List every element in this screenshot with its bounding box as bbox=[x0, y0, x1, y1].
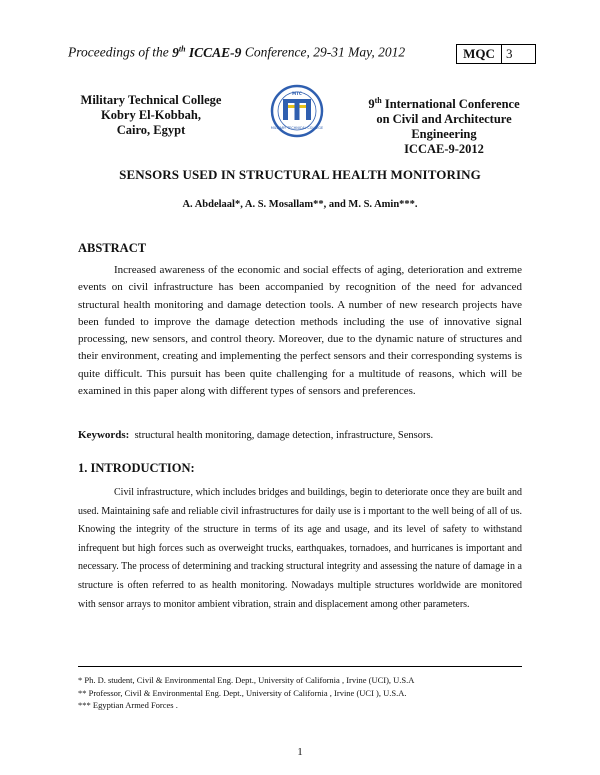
conference-num: 9 bbox=[368, 97, 375, 112]
keywords-text: structural health monitoring, damage detection, infrastructure, Sensors. bbox=[129, 430, 434, 441]
paper-title: SENSORS USED IN STRUCTURAL HEALTH MONITORING bbox=[119, 167, 481, 182]
abstract-heading: ABSTRACT bbox=[78, 241, 147, 255]
conference-line3: Engineering bbox=[411, 127, 477, 142]
intro-text: Civil infrastructure, which includes bridges and buildings, begin to deteriorate once they are built and used. Maintaining safe and reliable civil infrastructures for daily use is i mportant to the well being of all of us. Knowing the integrity of the structure in terms of its age and usage, and its level of safety to withstand infrequent but high forces such as overweight trucks, earthquakes, tornadoes, and hurricanes is important and necessary. The process of determining and tracking structural integrity and assessing the nature of damage in a structure is often referred to as health monitoring. Nowadays multiple structures worldwide are monitored with sensor arrays to monitor ambient vibration, strain and displacement among other parameters. bbox=[78, 487, 522, 610]
footnote-divider bbox=[78, 666, 522, 667]
conference-sup: th bbox=[374, 96, 382, 105]
paper-code-label: MQC bbox=[457, 45, 502, 63]
keywords-line bbox=[78, 429, 433, 441]
footnote-1: * Ph. D. student, Civil & Environmental Eng. Dept., University of California , Irvine (UCI), U.S.A bbox=[78, 675, 415, 685]
conference-block bbox=[356, 93, 532, 157]
header-ordinal: 9 bbox=[172, 44, 179, 60]
institution-block bbox=[62, 93, 240, 138]
logo-ring-text: MILITARY TECHNICAL COLLEGE bbox=[270, 126, 324, 130]
mtc-logo-icon bbox=[270, 84, 324, 138]
abstract-paragraph bbox=[78, 262, 522, 400]
header-suffix: Conference, 29-31 May, 2012 bbox=[241, 44, 406, 60]
institution-line2: Kobry El-Kobbah, bbox=[100, 108, 202, 122]
institution-line1: Military Technical College bbox=[80, 93, 222, 107]
footnote-2: ** Professor, Civil & Environmental Eng. Dept., University of California , Irvine (UCI ), U.S.A. bbox=[78, 688, 407, 698]
abstract-text: Increased awareness of the economic and social effects of aging, deterioration and extreme events on civil infrastructure has been accompanied by recognition of the need for advanced structural health monitoring and damage detection tools. A number of new research projects have been funded to improve the damage detection methods including the use of innovative signal processing, new sensors, and control theory. Moreover, due to the dynamic nature of structures and their environment, creating and implementing the perfect sensors and their corresponding systems is quite difficult. This pursuit has been quite challenging for a multitude of reasons, which will be examined in this paper along with different types of sensors and preferences. bbox=[78, 264, 522, 398]
logo-letters: MTC bbox=[292, 91, 302, 96]
intro-heading: 1. INTRODUCTION: bbox=[78, 461, 195, 475]
conference-line2: on Civil and Architecture bbox=[376, 112, 512, 127]
keywords-label: Keywords: bbox=[78, 429, 130, 441]
footnote-3: *** Egyptian Armed Forces . bbox=[78, 700, 178, 710]
conference-line1 bbox=[356, 93, 532, 112]
header-ordinal-sup: th bbox=[178, 44, 186, 53]
paper-code-number: 3 bbox=[506, 46, 513, 61]
header-conf-short: ICCAE-9 bbox=[188, 44, 242, 60]
header-prefix: Proceedings of the bbox=[68, 44, 173, 60]
paper-code-box bbox=[456, 44, 536, 64]
intro-paragraph bbox=[78, 484, 522, 614]
conference-line4: ICCAE-9-2012 bbox=[404, 142, 484, 157]
paper-authors: A. Abdelaal*, A. S. Mosallam**, and M. S. Amin***. bbox=[182, 199, 418, 210]
conference-line1-rest: International Conference bbox=[381, 97, 520, 112]
page-number: 1 bbox=[297, 746, 303, 758]
running-header bbox=[68, 44, 405, 61]
institution-line3: Cairo, Egypt bbox=[116, 123, 186, 137]
